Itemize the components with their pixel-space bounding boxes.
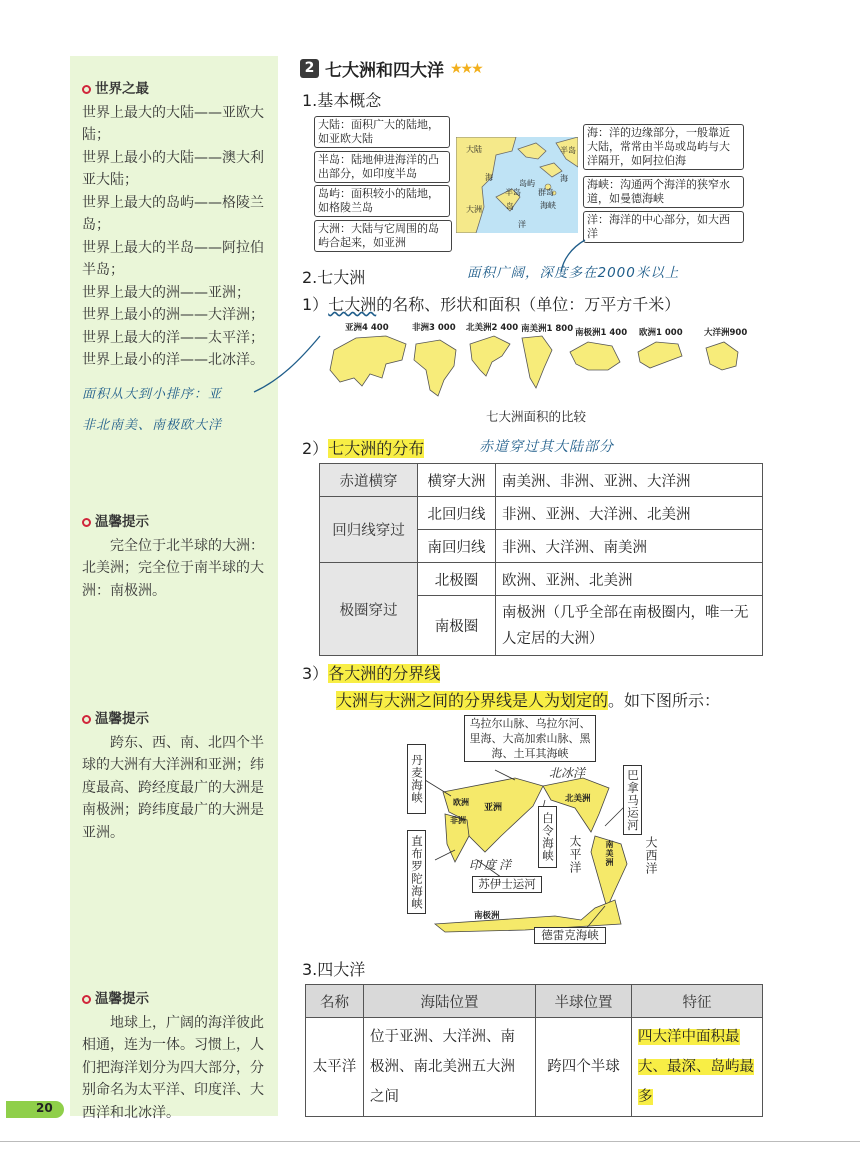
feature-highlight: 四大洋中面积最大、最深、岛屿最多 [638, 1029, 754, 1105]
table-row [320, 464, 763, 497]
map-label: 大陆 [466, 145, 482, 154]
table-header-row [306, 985, 763, 1018]
sidebar-box-tip-2 [82, 708, 272, 844]
map-label: 海 [560, 174, 568, 183]
concept-continent: 大陆：面积广大的陆地，如亚欧大陆 [314, 116, 450, 148]
continent-label-africa: 非洲 [450, 816, 466, 825]
north-america-shape [470, 336, 510, 376]
continent-label-south-america: 南美洲 [605, 840, 614, 867]
europe-shape [638, 342, 682, 368]
table-cell: 南极圈 [418, 596, 496, 656]
continent-label: 亚洲4 400 [345, 323, 389, 333]
boundary-label-ural: 乌拉尔山脉、乌拉尔河、里海、大高加索山脉、黑海、土耳其海峡 [464, 715, 596, 762]
ocean-label-arctic: 北冰洋 [549, 766, 586, 780]
continent-label: 南极洲1 400 [575, 328, 628, 338]
antarctica-shape [570, 342, 620, 370]
tip-text: 跨东、西、南、北四个半球的大洲有大洋洲和亚洲；纬度最高、跨经度最广的大洲是南极洲；跨纬度最广的大洲是亚洲。 [82, 734, 264, 841]
map-label: 群岛 [538, 188, 554, 197]
table-row [306, 1018, 763, 1117]
ocean-label-indian: 印度洋 [469, 858, 515, 872]
bullet-icon [82, 518, 91, 527]
section-number: 2 [300, 59, 319, 78]
table-cell: 赤道横穿 [320, 464, 418, 497]
map-label: 洋 [518, 220, 526, 229]
map-label: 大洲 [466, 205, 482, 214]
continent-label-asia: 亚洲 [484, 803, 503, 813]
ocean-table [305, 984, 763, 1117]
subheading-boundaries: 3）各大洲的分界线 [302, 664, 441, 683]
boundary-label-drake: 德雷克海峡 [534, 927, 606, 944]
concept-landmass: 大洲：大陆与它周围的岛屿合起来，如亚洲 [314, 220, 452, 252]
sidebar-box-title: 温馨提示 [82, 511, 272, 534]
arrow-line [250, 330, 330, 400]
asia-shape [330, 336, 406, 386]
map-label: 岛屿 [519, 179, 535, 188]
subheading-names-shapes: 1）七大洲的名称、形状和面积（单位：万平方千米） [302, 295, 681, 314]
table-cell: 位于亚洲、大洋洲、南极洲、南北美洲五大洲之间 [364, 1018, 536, 1117]
continents-caption: 七大洲面积的比较 [486, 409, 587, 424]
subheading-distribution: 2）七大洲的分布 [302, 439, 425, 458]
concept-island: 岛屿：面积较小的陆地，如格陵兰岛 [314, 185, 450, 217]
handwritten-note-sort: 面积从大到小排序：亚 [82, 387, 223, 402]
handwritten-note-sort-2: 非北南美、南极欧大洋 [82, 418, 223, 433]
table-cell: 跨四个半球 [536, 1018, 632, 1117]
sidebar-box-title: 温馨提示 [82, 988, 272, 1011]
page-number: 20 [36, 1101, 53, 1115]
table-cell: 北回归线 [418, 497, 496, 530]
continent-label: 大洋洲900 [704, 328, 748, 338]
continent-label: 南美洲1 800 [521, 324, 574, 334]
sidebar-box-tip-3 [82, 988, 272, 1124]
concept-strait: 海峡：沟通两个海洋的狭窄水道，如曼德海峡 [583, 176, 744, 208]
record-line: 世界上最小的洋——北冰洋。 [82, 352, 264, 368]
handwritten-note-ocean: 面积广阔，深度多在2000米以上 [467, 265, 680, 281]
record-line: 世界上最大的大陆——亚欧大陆； [82, 104, 264, 143]
table-cell: 欧洲、亚洲、北美洲 [496, 563, 763, 596]
table-row [320, 497, 763, 530]
boundary-label-panama: 巴拿马运河 [623, 765, 642, 835]
page-divider [0, 1141, 860, 1142]
rating-stars-icon: ★★★ [450, 60, 482, 77]
table-cell: 北极圈 [418, 563, 496, 596]
record-line: 世界上最大的洲——亚洲； [82, 284, 250, 301]
ocean-label-atlantic: 大西洋 [644, 836, 658, 875]
map-label: 岛 [506, 202, 514, 211]
table-cell: 南极洲（几乎全部在南极圈内，唯一无人定居的大洲） [496, 596, 763, 656]
boundary-label-gibraltar: 直布罗陀海峡 [407, 830, 426, 914]
map-label: 海 [485, 173, 493, 182]
sidebar-box-world-records [82, 78, 272, 372]
heading-seven-continents: 2.七大洲 [302, 268, 366, 287]
bullet-icon [82, 85, 91, 94]
africa-shape [414, 340, 456, 396]
continents-shapes [326, 330, 766, 400]
sidebar [70, 56, 278, 1121]
table-header: 半球位置 [536, 985, 632, 1018]
record-line: 世界上最大的洋——太平洋； [82, 329, 264, 346]
continent-label: 非洲3 000 [412, 323, 456, 333]
continent-label-europe: 欧洲 [453, 798, 469, 807]
boundary-label-denmark: 丹麦海峡 [407, 744, 426, 814]
record-line: 世界上最大的岛屿——格陵兰岛； [82, 194, 264, 233]
table-row [320, 563, 763, 596]
continent-label: 欧洲1 000 [639, 328, 683, 338]
oceania-shape [706, 342, 738, 370]
table-cell: 南美洲、非洲、亚洲、大洋洲 [496, 464, 763, 497]
section-title: 七大洲和四大洋 [325, 61, 444, 81]
ocean-label-pacific: 太平洋 [568, 835, 582, 874]
tip-text: 完全位于北半球的大洲：北美洲；完全位于南半球的大洲：南极洲。 [82, 537, 264, 599]
boundary-label-suez: 苏伊士运河 [472, 876, 542, 893]
record-line: 世界上最小的洲——大洋洲； [82, 307, 264, 323]
table-header: 海陆位置 [364, 985, 536, 1018]
map-label: 半岛 [560, 146, 576, 155]
section-heading [300, 56, 482, 81]
record-line: 世界上最大的半岛——阿拉伯半岛； [82, 239, 264, 278]
record-line: 世界上最小的大陆——澳大利亚大陆； [82, 149, 264, 188]
heading-four-oceans: 3.四大洋 [302, 960, 366, 979]
map-label: 半岛 [505, 188, 521, 197]
handwritten-note-equator: 赤道穿过其大陆部分 [479, 439, 614, 455]
tip-text: 地球上，广阔的海洋彼此相通，连为一体。习惯上，人们把海洋划分为四大部分，分别命名为太平洋、印度洋、大西洋和北冰洋。 [82, 1014, 264, 1121]
table-cell: 横穿大洲 [418, 464, 496, 497]
page-number-badge [6, 1101, 64, 1118]
continent-label: 北美洲2 400 [466, 323, 519, 333]
table-cell: 非洲、亚洲、大洋洲、北美洲 [496, 497, 763, 530]
table-header: 名称 [306, 985, 364, 1018]
table-cell: 极圈穿过 [320, 563, 418, 656]
heading-basic-concepts: 1.基本概念 [302, 91, 382, 110]
table-header: 特征 [632, 985, 763, 1018]
sidebar-box-title: 温馨提示 [82, 708, 272, 731]
concept-sea: 海：洋的边缘部分，一般靠近大陆，常常由半岛或岛屿与大洋隔开，如阿拉伯海 [583, 124, 744, 170]
bullet-icon [82, 715, 91, 724]
table-cell: 南回归线 [418, 530, 496, 563]
concept-peninsula: 半岛：陆地伸进海洋的凸出部分，如印度半岛 [314, 151, 450, 183]
south-america-shape [522, 336, 552, 388]
sidebar-box-title: 世界之最 [82, 78, 272, 101]
table-cell: 回归线穿过 [320, 497, 418, 563]
boundaries-statement: 大洲与大洲之间的分界线是人为划定的。如下图所示： [336, 691, 721, 710]
continent-label-north-america: 北美洲 [565, 794, 591, 804]
boundary-label-bering: 白令海峡 [538, 806, 557, 868]
table-cell: 非洲、大洋洲、南美洲 [496, 530, 763, 563]
sidebar-box-tip-1 [82, 511, 272, 602]
distribution-table [319, 463, 763, 656]
bullet-icon [82, 995, 91, 1004]
concept-ocean: 洋：海洋的中心部分，如大西洋 [583, 211, 744, 243]
table-cell [632, 1018, 763, 1117]
table-cell: 太平洋 [306, 1018, 364, 1117]
map-label: 海峡 [540, 201, 556, 210]
continent-label-antarctica: 南极洲 [474, 911, 500, 921]
